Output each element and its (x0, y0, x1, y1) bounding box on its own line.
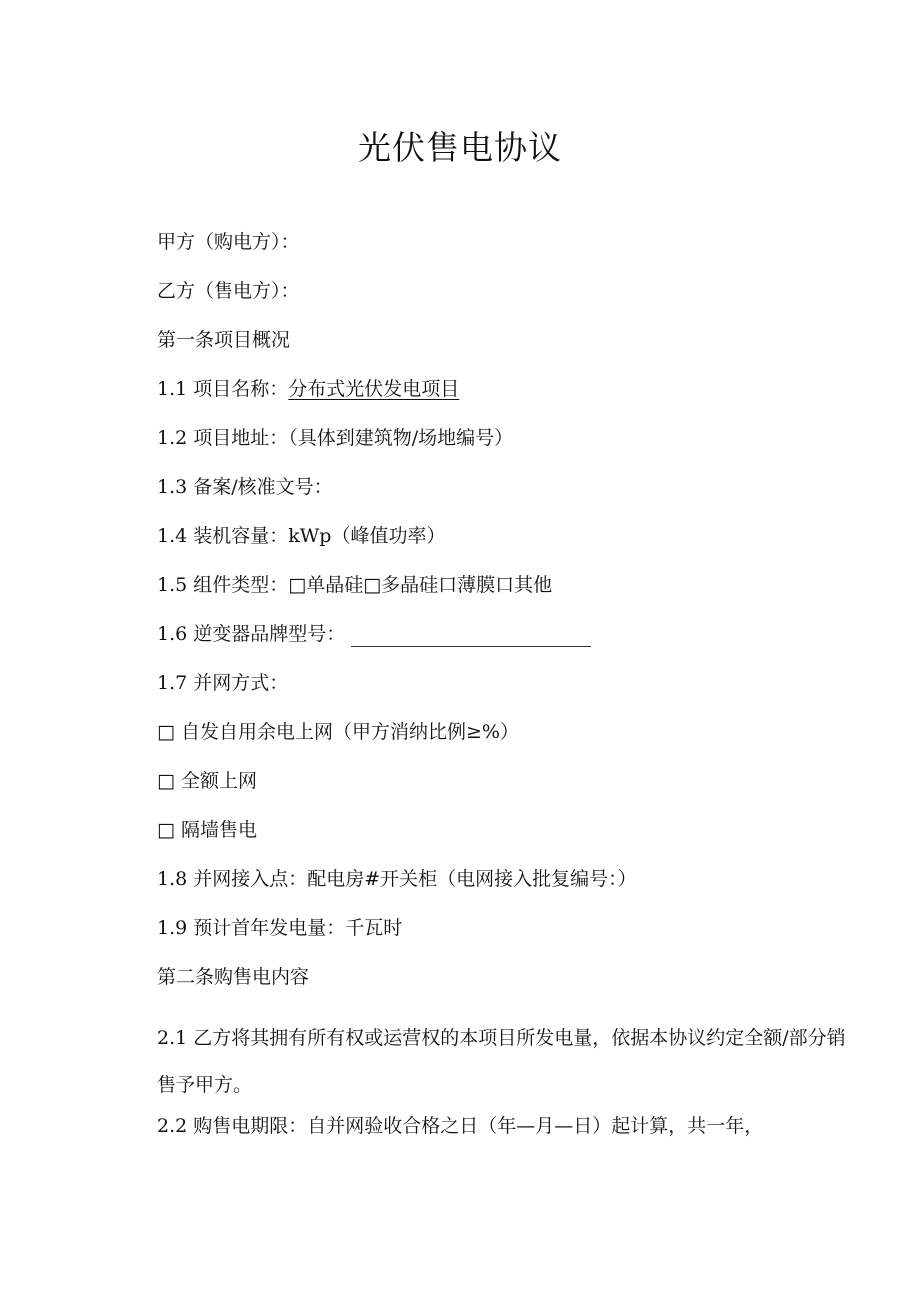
item-1-9: 1.9 预计首年发电量：千瓦时 (157, 917, 403, 939)
party-a-line: 甲方（购电方）： (157, 231, 300, 253)
party-b-line: 乙方（售电方）： (157, 280, 300, 302)
item-2-1: 2.1 乙方将其拥有所有权或运营权的本项目所发电量，依据本协议约定全额/部分销售予甲方。 (157, 1027, 846, 1096)
inverter-model-blank[interactable] (351, 628, 591, 647)
item-1-8: 1.8 并网接入点：配电房#开关柜（电网接入批复编号：） (157, 868, 637, 890)
project-name-value: 分布式光伏发电项目 (288, 378, 460, 400)
grid-option-full: □ 全额上网 (157, 770, 257, 792)
item-1-7: 1.7 并网方式： (157, 672, 289, 694)
article1-heading: 第一条项目概况 (157, 329, 291, 351)
item-1-6-label: 1.6 逆变器品牌型号： (157, 623, 346, 645)
grid-option-wall: □ 隔墙售电 (157, 819, 257, 841)
item-1-3: 1.3 备案/核准文号： (157, 476, 333, 498)
item-1-2: 1.2 项目地址：（具体到建筑物/场地编号） (157, 427, 514, 449)
item-1-6 (157, 621, 591, 647)
item-1-5: 1.5 组件类型：□单晶硅□多晶硅口薄膜口其他 (157, 574, 553, 596)
article2-heading: 第二条购售电内容 (157, 966, 310, 988)
document-title: 光伏售电协议 (358, 128, 562, 167)
item-1-4: 1.4 装机容量：kWp（峰值功率） (157, 525, 446, 547)
item-1-1-label: 项目名称： (193, 378, 289, 400)
grid-option-self-use: □ 自发自用余电上网（甲方消纳比例≥%） (157, 721, 519, 743)
item-1-1-num: 1.1 (157, 378, 188, 400)
item-1-1 (157, 376, 459, 402)
item-2-2: 2.2 购售电期限：自并网验收合格之日（年—月—日）起计算，共一年， (157, 1115, 764, 1137)
